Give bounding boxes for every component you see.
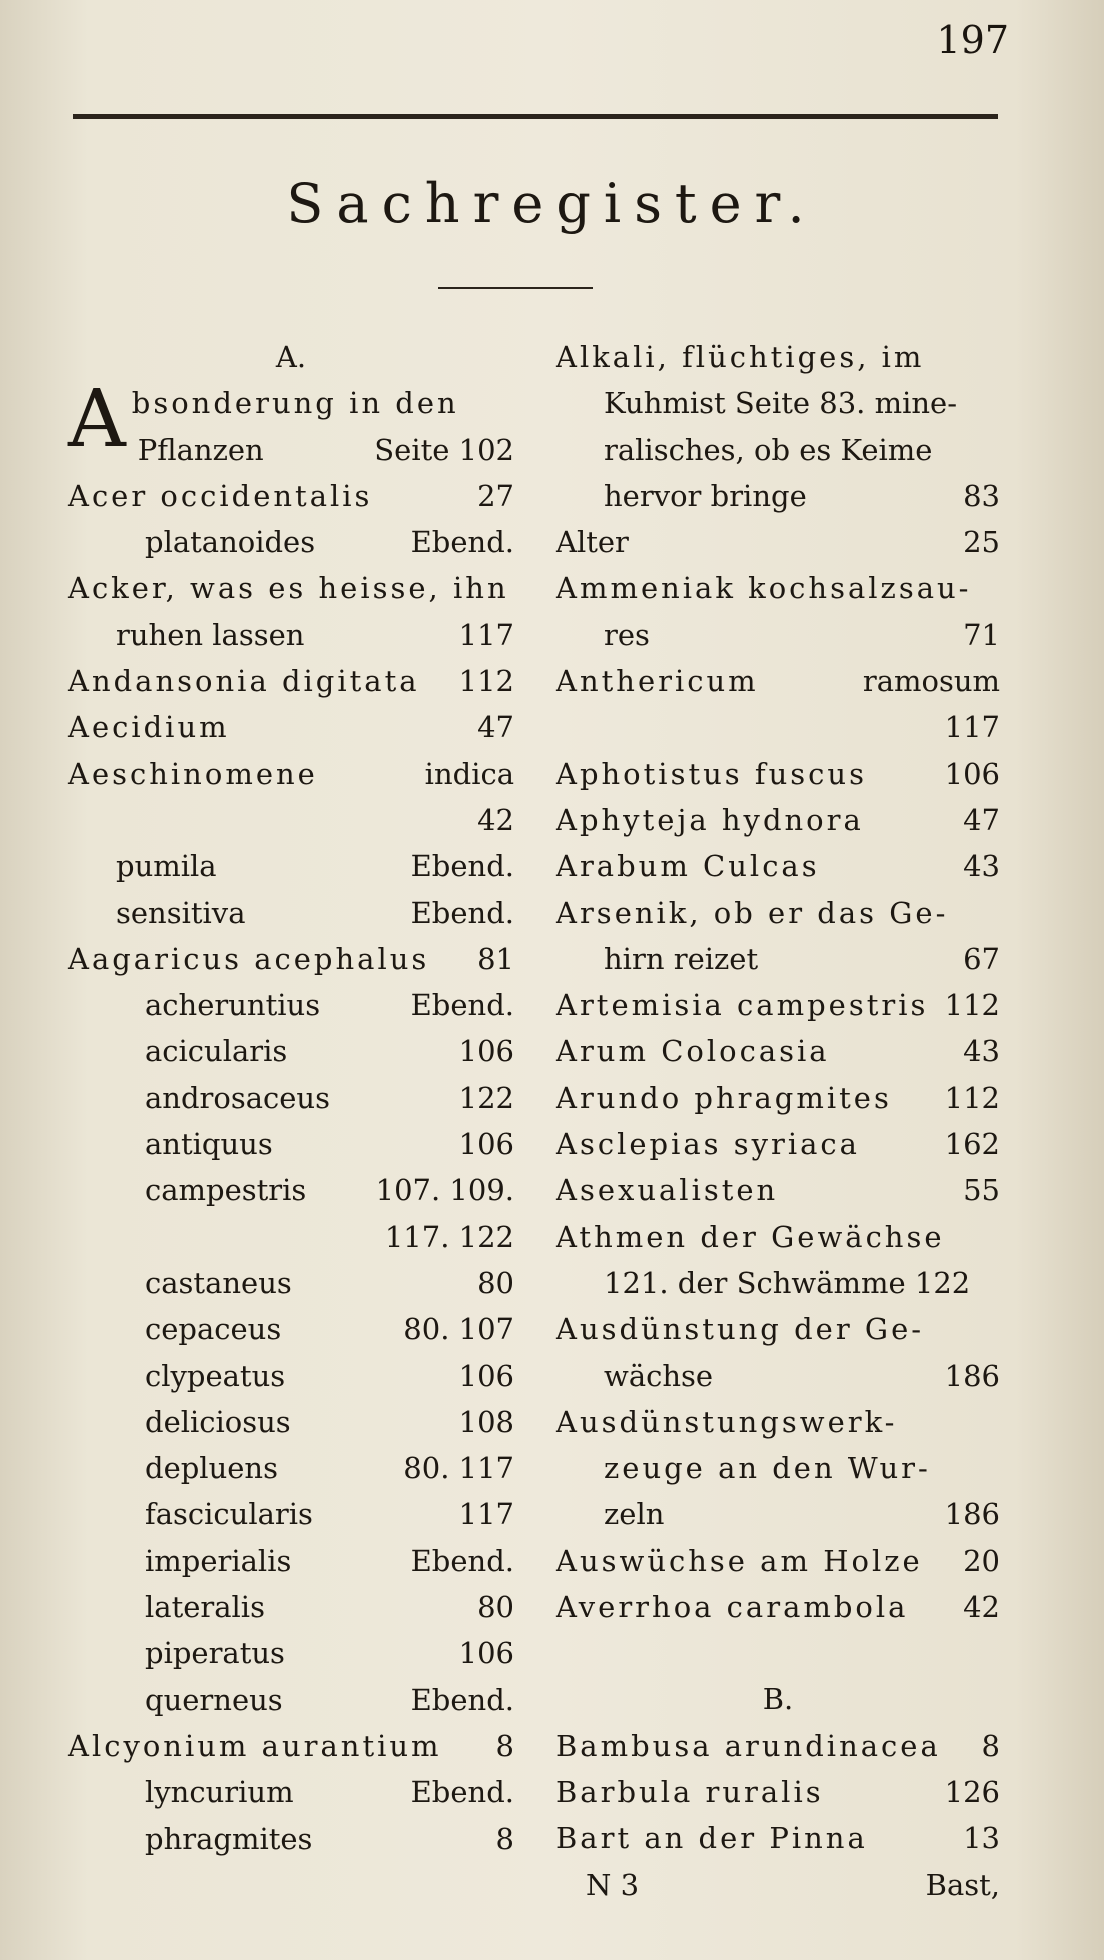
index-subentry: castaneus 80 [145,1265,514,1300]
index-subentry: imperialis Ebend. [145,1543,514,1578]
header-rule [73,114,998,119]
index-subentry-pumila: pumila Ebend. [116,849,514,884]
index-subentry-platanoides: platanoides Ebend. [145,525,514,560]
index-entry-ausduenstung: Ausdünstung der Ge- [556,1312,925,1347]
index-entry: Averrhoa carambola 42 [556,1590,1000,1625]
index-entry-alcyonium: Alcyonium aurantium 8 [68,1728,514,1763]
index-subentry: phragmites 8 [145,1821,514,1856]
section-heading-a: A. [275,340,307,374]
index-entry: Arum Colocasia 43 [556,1034,1000,1069]
index-entry-aeschinomene: Aeschinomene indica [68,756,514,791]
index-subentry: androsaceus 122 [145,1080,514,1115]
index-entry: Bart an der Pinna 13 [556,1821,1000,1856]
index-entry-aecidium: Aecidium 47 [68,710,514,745]
index-entry-andansonia: Andansonia digitata 112 [68,664,514,699]
index-subentry: piperatus 106 [145,1636,514,1671]
signature-mark: N 3 [586,1867,640,1902]
index-entry-alkali: Alkali, flüchtiges, im [556,340,925,374]
page-title: Sachregister. [286,172,818,235]
index-entry-agaricus: Aagaricus acephalus 81 [68,941,514,976]
page-footer [556,1862,1000,1908]
index-entry: Asexualisten 55 [556,1173,1000,1208]
index-entry-alter: Alter 25 [556,525,1000,560]
section-heading-b: B. [762,1682,794,1717]
index-entry-anthericum: Anthericum ramosum [556,664,1000,699]
index-entry-ammeniak: Ammeniak kochsalzsau- [556,571,972,606]
index-entry-absonderung: A bsonderung in den Pflanzen Seite 102 [68,372,514,467]
index-subentry: lyncurium Ebend. [145,1775,514,1810]
index-entry-arsenik: Arsenik, ob er das Ge- [556,895,949,930]
index-column-left [68,334,514,1862]
index-entry: Bambusa arundinacea 8 [556,1728,1000,1763]
index-subentry-sensitiva: sensitiva Ebend. [116,895,514,930]
catchword: Bast, [925,1867,1000,1902]
index-entry-aeschinomene-page: 42 [477,802,514,837]
index-entry-acer: Acer occidentalis 27 [68,478,514,513]
index-entry: Aphotistus fuscus 106 [556,756,1000,791]
index-entry-athmen: Athmen der Gewächse [556,1219,945,1254]
index-entry: Barbula ruralis 126 [556,1774,1000,1809]
index-subentry: lateralis 80 [145,1590,514,1625]
index-entry: Arabum Culcas 43 [556,849,1000,884]
index-subentry: acheruntius Ebend. [145,988,514,1023]
index-entry-acker-cont: ruhen lassen 117 [116,617,514,652]
index-subentry: querneus Ebend. [145,1682,514,1717]
index-entry: Asclepias syriaca 162 [556,1127,1000,1162]
index-subentry: depluens 80. 117 [145,1451,514,1486]
index-subentry-cont: 117. 122 [384,1219,514,1254]
index-entry-acker: Acker, was es heisse, ihn [68,571,509,606]
index-subentry: cepaceus 80. 107 [145,1312,514,1347]
index-entry: Auswüchse am Holze 20 [556,1543,1000,1578]
index-subentry: campestris 107. 109. [145,1173,514,1208]
index-subentry: clypeatus 106 [145,1358,514,1393]
index-subentry: fascicularis 117 [145,1497,514,1532]
drop-cap: A [68,372,126,466]
index-subentry: acicularis 106 [145,1034,514,1069]
index-subentry: antiquus 106 [145,1127,514,1162]
index-entry-ausduenstungswerkzeuge: Ausdünstungswerk- [556,1404,898,1439]
title-rule [438,287,593,289]
index-entry: Arundo phragmites 112 [556,1080,1000,1115]
index-entry: Aphyteja hydnora 47 [556,802,1000,837]
index-entry: Artemisia campestris 112 [556,988,1000,1023]
page-number: 197 [936,18,1009,62]
index-column-right: Alkali, flüchtiges, im Kuhmist Seite 83. mine- ralisches, ob es Keime hervor bringe 83 Alter 25 Ammeniak kochsalzsau- res 71 Anthericum ramosum 117 Aphotistus fuscus 106 Aphyteja hydnora 47 Arabum Culcas 43 Arsenik, ob er das Ge- hirn reizet 67 Artemisia campestris 112 Arum Colocasia 43 Arundo phragmites 112 Asclepias syriaca 162 Asexualisten 55 Athmen der Gewächse 121. der Schwämme 122 Ausdünstung der Ge- wächse 186 Ausdünstungswerk- zeuge an den Wur- zeln 186 Auswüchse am Holze 20 Averrhoa carambola 42 B. Bambusa arundinacea 8 Barbula ruralis 126 Bart an der Pinna 13 N 3 Bast, [556,334,1000,1908]
index-subentry: deliciosus 108 [145,1404,514,1439]
